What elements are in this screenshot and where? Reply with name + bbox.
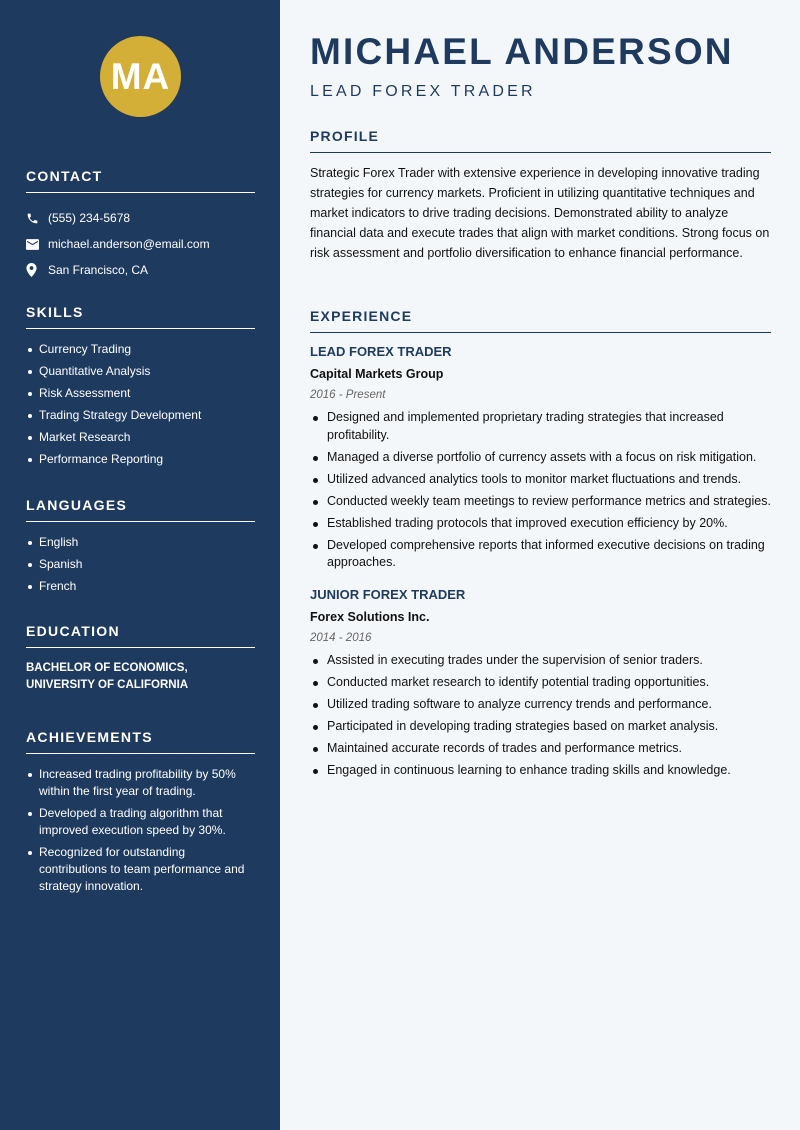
profile-text: Strategic Forex Trader with extensive experience in developing innovative trading strategies for currency markets. Proficient in utilizing quantitative techniques and market indicators to drive trading decisions. Demonstrated ability to analyze financial data and execute trades that align with market conditions. Strong focus on risk assessment and portfolio diversification to enhance financial performance.: [310, 166, 770, 260]
skills-section: [26, 304, 255, 473]
job-bullet: Conducted market research to identify potential trading opportunities.: [310, 674, 771, 692]
achievement-item: Developed a trading algorithm that improved execution speed by 30%.: [26, 805, 255, 839]
languages-section: [26, 497, 255, 600]
skill-item: Performance Reporting: [26, 451, 255, 468]
job-bullet: Developed comprehensive reports that informed executive decisions on trading approaches.: [310, 537, 771, 572]
achievement-item: Increased trading profitability by 50% within the first year of trading.: [26, 766, 255, 800]
email-text: michael.anderson@email.com: [48, 237, 210, 251]
experience-heading: EXPERIENCE: [310, 308, 771, 333]
education-degree-line1: BACHELOR OF ECONOMICS,: [26, 662, 188, 674]
language-item: French: [26, 578, 255, 595]
achievements-heading: ACHIEVEMENTS: [26, 729, 255, 754]
job-bullet: Conducted weekly team meetings to review performance metrics and strategies.: [310, 493, 771, 511]
languages-heading: LANGUAGES: [26, 497, 255, 522]
contact-heading: CONTACT: [26, 168, 255, 193]
job-dates: 2016 - Present: [310, 389, 386, 401]
language-item: Spanish: [26, 556, 255, 573]
profile-section: [310, 128, 771, 263]
job-title: JUNIOR FOREX TRADER: [310, 586, 466, 602]
job-bullet: Assisted in executing trades under the supervision of senior traders.: [310, 652, 771, 670]
contact-section: [26, 168, 255, 283]
candidate-name: MICHAEL ANDERSON: [310, 31, 734, 72]
achievements-section: [26, 729, 255, 900]
job-bullet: Utilized advanced analytics tools to monitor market fluctuations and trends.: [310, 471, 771, 489]
job-company: Capital Markets Group: [310, 367, 444, 381]
phone-text: (555) 234-5678: [48, 211, 131, 225]
candidate-title: LEAD FOREX TRADER: [310, 83, 536, 100]
education-heading: EDUCATION: [26, 623, 255, 648]
skill-item: Currency Trading: [26, 341, 255, 358]
job-bullet: Engaged in continuous learning to enhance trading skills and knowledge.: [310, 762, 771, 780]
skill-item: Market Research: [26, 429, 255, 446]
job-bullet: Managed a diverse portfolio of currency assets with a focus on risk mitigation.: [310, 449, 771, 467]
skill-item: Trading Strategy Development: [26, 407, 255, 424]
contact-phone: [26, 205, 255, 231]
skill-item: Risk Assessment: [26, 385, 255, 402]
education-degree-line2: UNIVERSITY OF CALIFORNIA: [26, 679, 189, 691]
job-title: LEAD FOREX TRADER: [310, 344, 452, 359]
job-entry: [310, 343, 771, 572]
contact-location: [26, 257, 255, 283]
job-bullet: Maintained accurate records of trades and performance metrics.: [310, 740, 771, 758]
job-bullet: Designed and implemented proprietary trading strategies that increased profitability.: [310, 409, 771, 444]
language-item: English: [26, 534, 255, 551]
education-section: [26, 623, 255, 694]
experience-section: [310, 308, 771, 793]
achievements-list: [26, 766, 255, 895]
location-text: San Francisco, CA: [48, 263, 149, 277]
job-bullet: Participated in developing trading strategies based on market analysis.: [310, 718, 771, 736]
profile-heading: PROFILE: [310, 128, 771, 153]
job-entry: [310, 586, 771, 780]
job-bullet: Utilized trading software to analyze currency trends and performance.: [310, 696, 771, 714]
skills-heading: SKILLS: [26, 304, 255, 329]
job-bullet: Established trading protocols that improved execution efficiency by 20%.: [310, 515, 771, 533]
job-bullets: [310, 652, 771, 780]
job-bullets: [310, 409, 771, 572]
avatar: [100, 36, 181, 117]
phone-icon: [26, 212, 48, 225]
avatar-initials: MA: [110, 55, 171, 97]
sidebar: [0, 0, 280, 1130]
contact-email: [26, 231, 255, 257]
job-dates: 2014 - 2016: [310, 631, 372, 644]
location-pin-icon: [26, 263, 48, 277]
skills-list: [26, 341, 255, 468]
languages-list: [26, 534, 255, 595]
email-icon: [26, 239, 48, 250]
achievement-item: Recognized for outstanding contributions to team performance and strategy innovation.: [26, 844, 255, 895]
skill-item: Quantitative Analysis: [26, 363, 255, 380]
job-company: Forex Solutions Inc.: [310, 609, 430, 624]
